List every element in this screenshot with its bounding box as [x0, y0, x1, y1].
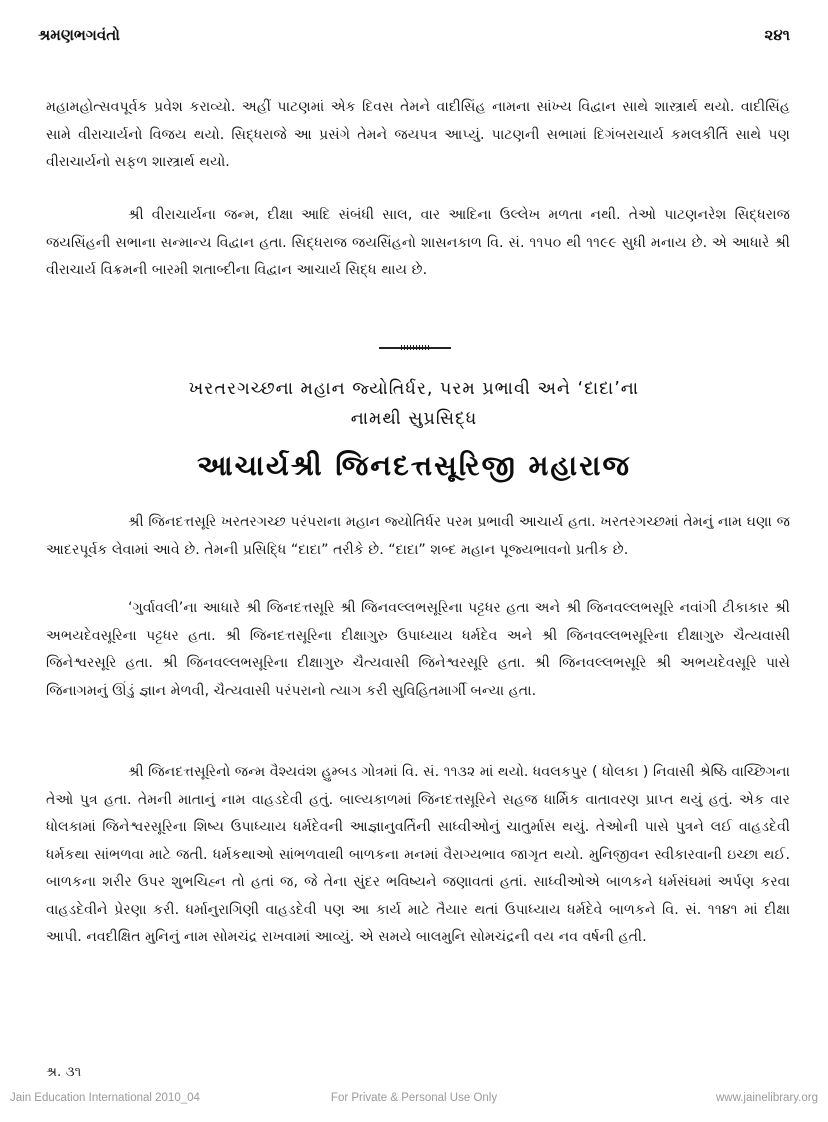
section-subheading: [40, 374, 788, 434]
section-title: આચાર્યશ્રી જિનદત્તસૂરિજી મહારાજ: [197, 449, 631, 482]
paragraph-biography: [46, 759, 790, 952]
running-header: [38, 22, 790, 48]
paragraph-lineage: [46, 595, 790, 705]
footer-website-link[interactable]: www.jainelibrary.org: [715, 1092, 818, 1104]
footer-publisher: Jain Education International 2010_04: [10, 1092, 200, 1104]
section-divider: [379, 347, 451, 349]
paragraph-text: ‘ગુર્વાવલી’ના આધારે શ્રી જિનદત્તસૂરિ શ્રી જિનવલ્લભસૂરિના પટ્ટધર હતા અને શ્રી જિનવલ્લભસૂરિ નવાંગી ટીકાકાર શ્રી અભયદેવસૂરિના પટ્ટધર હતા. શ્રી જિનદત્તસૂરિના દીક્ષાગુરુ ઉપાધ્યાય ધર્મદેવ અને શ્રી જિનવલ્લભસૂરિના દીક્ષાગુરુ ચૈત્યવાસી જિનેશ્વરસૂરિ હતા. શ્રી જિનવલ્લભસૂરિના દીક્ષાગુરુ ચૈત્યવાસી જિનેશ્વરસૂરિ હતા. શ્રી જિનવલ્લભસૂરિ શ્રી અભયદેવસૂરિ પાસે જિનાગમનું ઊંડું જ્ઞાન મેળવી, ચૈત્યવાસી પરંપરાનો ત્યાગ કરી સુવિહિતમાર્ગી બન્યા હતા.: [46, 600, 790, 699]
subheading-line-2: નામથી સુપ્રસિદ્ધ: [350, 409, 478, 429]
paragraph-text: મહામહોત્સવપૂર્વક પ્રવેશ કરાવ્યો. અહીં પાટણમાં એક દિવસ તેમને વાદીસિંહ નામના સાંખ્ય વિદ્વાન સાથે શાસ્ત્રાર્થ થયો. વાદીસિંહ સામે વીરાચાર્યનો વિજય થયો. સિદ્ધરાજે આ પ્રસંગે તેમને જયપત્ર આપ્યું. પાટણની સભામાં દિગંબરાચાર્ય કમલકીર્તિ સાથે પણ વીરાચાર્યનો સફળ શાસ્ત્રાર્થ થયો.: [46, 99, 790, 170]
paragraph-introduction: [46, 509, 790, 564]
paragraph-text: શ્રી જિનદત્તસૂરિનો જન્મ વૈશ્યવંશ હુમ્બડ ગોત્રમાં વિ. સં. ૧૧૩૨ માં થયો. ધવલકપુર ( ધોલકા ) નિવાસી શ્રેષ્ઠિ વાચ્છિગના તેઓ પુત્ર હતા. તેમની માતાનું નામ વાહડદેવી હતું. બાલ્યકાળમાં જિનદત્તસૂરિને સહજ ધાર્મિક વાતાવરણ પ્રાપ્ત થયું હતું. એક વાર ધોલકામાં જિનેશ્વરસૂરિના શિષ્ય ઉપાધ્યાય ધર્મદેવની આજ્ઞાનુવર્તિની સાધ્વીઓનું ચાતુર્માસ થયું. તેઓની પાસે પુત્રને લઈ વાહડદેવી ધર્મકથા સાંભળવા માટે જતી. ધર્મકથાઓ સાંભળવાથી બાળકના મનમાં વૈરાગ્યભાવ જાગૃત થયો. મુનિજીવન સ્વીકારવાની ઇચ્છા થઈ. બાળકના શરીર ઉપર શુભચિહ્ન તો હતાં જ, જે તેના સુંદર ભવિષ્યને જણાવતાં હતાં. સાધ્વીઓએ બાળકને ધર્મસંઘમાં અર્પણ કરવા વાહડદેવીને પ્રેરણા કરી. ધર્માનુરાગિણી વાહડદેવી પણ આ કાર્ય માટે તૈયાર થતાં ઉપાધ્યાય ધર્મદેવે બાળકને વિ. સં. ૧૧૪૧ માં દીક્ષા આપી. નવદીક્ષિત મુનિનું નામ સોમચંદ્ર રાખવામાં આવ્યું. એ સમયે બાલમુનિ સોમચંદ્રની વય નવ વર્ષની હતી.: [46, 764, 790, 945]
paragraph-text: શ્રી જિનદત્તસૂરિ ખરતરગચ્છ પરંપરાના મહાન જ્યોતિર્ધર પરમ પ્રભાવી આચાર્ય હતા. ખરતરગચ્છમાં તેમનું નામ ઘણા જ આદરપૂર્વક લેવામાં આવે છે. તેમની પ્રસિદ્ધિ “દાદા” તરીકે છે. “દાદા” શબ્દ મહાન પૂજ્યભાવનો પ્રતીક છે.: [46, 514, 790, 558]
page-number: ૨૪૧: [764, 26, 790, 44]
paragraph-text: શ્રી વીરાચાર્યના જન્મ, દીક્ષા આદિ સંબંધી સાલ, વાર આદિના ઉલ્લેખ મળતા નથી. તેઓ પાટણનરેશ સિદ્ધરાજ જયસિંહની સભાના સન્માન્ય વિદ્વાન હતા. સિદ્ધરાજ જયસિંહનો શાસનકાળ વિ. સં. ૧૧૫૦ થી ૧૧૯૯ સુધી મનાય છે. એ આધારે શ્રી વીરાચાર્ય વિક્રમની બારમી શતાબ્દીના વિદ્વાન આચાર્ય સિદ્ધ થાય છે.: [46, 207, 790, 278]
running-title: શ્રમણભગવંતો: [38, 26, 120, 44]
paragraph-viracharya-dates: [46, 202, 790, 285]
subheading-line-1: ખરતરગચ્છના મહાન જ્યોતિર્ધર, પરમ પ્રભાવી અને ‘દાદા’ના: [188, 379, 640, 399]
signature-mark: શ્ર. ૩૧: [46, 1064, 82, 1080]
footer-usage-note: For Private & Personal Use Only: [330, 1092, 498, 1104]
page-footer: [10, 1089, 818, 1107]
paragraph-continuation: [46, 94, 790, 177]
